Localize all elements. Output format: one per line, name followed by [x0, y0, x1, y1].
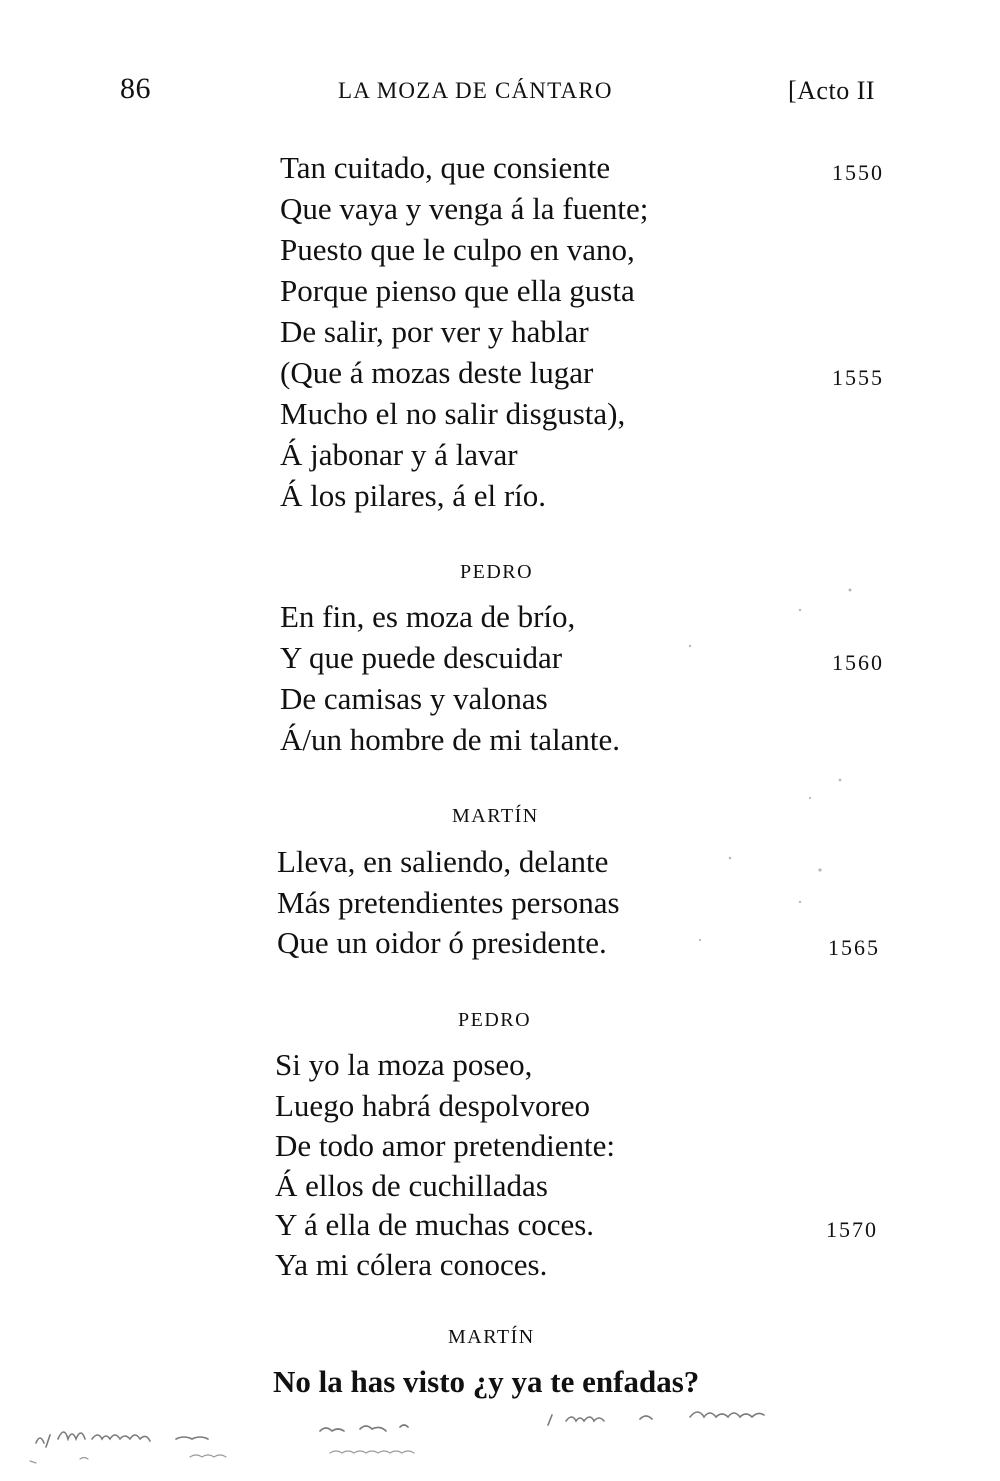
verse-line: (Que á mozas deste lugar	[280, 355, 594, 390]
verse-line: De salir, por ver y hablar	[280, 314, 589, 349]
speaker-name: PEDRO	[458, 1009, 532, 1031]
speaker-name: PEDRO	[460, 561, 534, 583]
verse-line: Puesto que le culpo en vano,	[280, 232, 635, 267]
running-header	[0, 72, 1000, 112]
line-number: 1570	[826, 1217, 878, 1242]
line-number: 1565	[828, 935, 880, 960]
verse-line: Luego habrá despolvoreo	[275, 1088, 591, 1123]
verse-line: Y á ella de muchas coces.	[275, 1207, 595, 1242]
verse-line: Si yo la moza poseo,	[275, 1047, 533, 1082]
running-title: LA MOZA DE CÁNTARO	[338, 78, 613, 103]
verse-line: Que un oidor ó presidente.	[277, 925, 607, 960]
verse-line: Ya mi cólera conoces.	[275, 1247, 548, 1282]
page-number: 86	[120, 72, 151, 105]
verse-line: Á jabonar y á lavar	[280, 437, 518, 472]
verse-line: Á/un hombre de mi talante.	[280, 722, 621, 757]
line-number: 1560	[832, 650, 884, 675]
verse-line: Lleva, en saliendo, delante	[277, 844, 609, 879]
verse-line: De camisas y valonas	[280, 681, 548, 716]
verse-line: Y que puede descuidar	[280, 640, 563, 675]
verse-line: Á los pilares, á el río.	[280, 478, 547, 513]
speaker-name: MARTÍN	[448, 1326, 535, 1348]
verse-line: Á ellos de cuchilladas	[275, 1168, 548, 1203]
verse-line: Que vaya y venga á la fuente;	[280, 191, 649, 226]
paper-specks	[600, 580, 860, 960]
speaker-name: MARTÍN	[452, 805, 539, 827]
line-number: 1550	[832, 160, 884, 185]
verse-line: Más pretendientes personas	[277, 885, 620, 920]
verse-line: Tan cuitado, que consiente	[280, 150, 611, 185]
verse-line: No la has visto ¿y ya te enfadas?	[273, 1364, 700, 1399]
verse-line: Mucho el no salir disgusta),	[280, 396, 626, 431]
act-label: [Acto II	[788, 76, 876, 105]
verse-line: En fin, es moza de brío,	[280, 599, 576, 634]
verse-line: Porque pienso que ella gusta	[280, 273, 635, 308]
handwritten-marginalia	[0, 1395, 1000, 1481]
verse-line: De todo amor pretendiente:	[275, 1128, 616, 1163]
line-number: 1555	[832, 365, 884, 390]
